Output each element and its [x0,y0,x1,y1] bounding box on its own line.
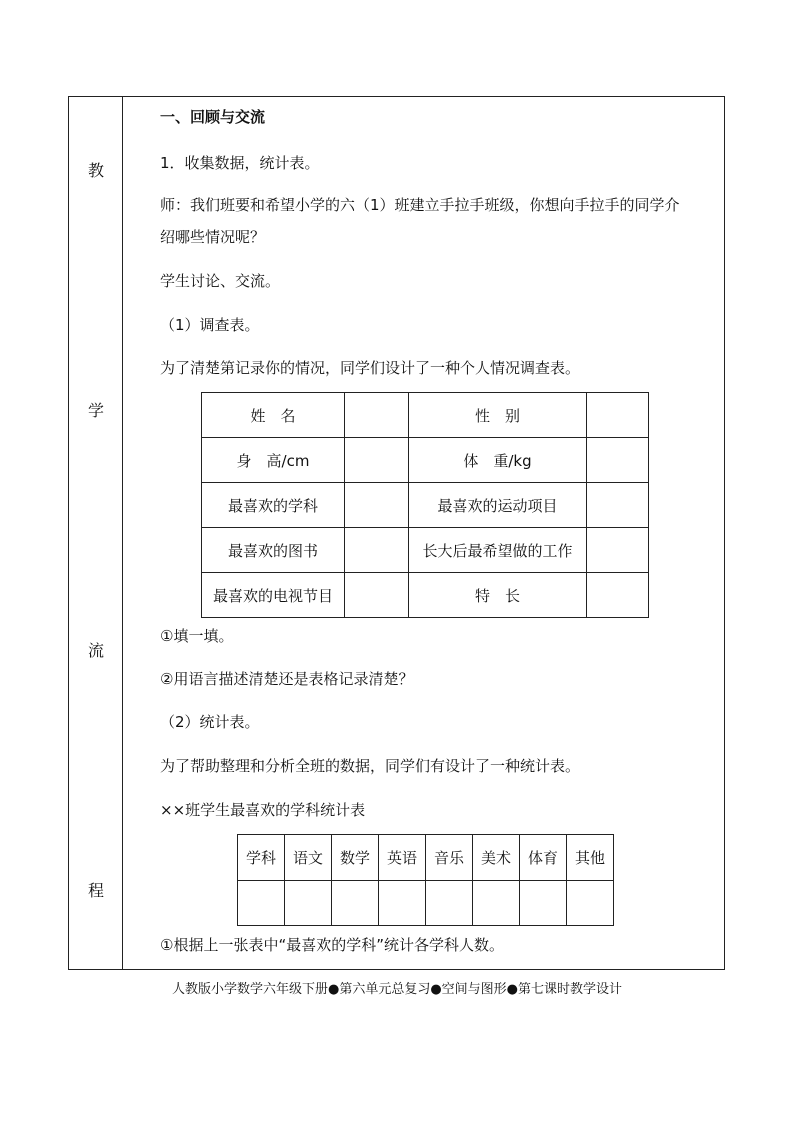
question-1: ①填一填。 [160,627,234,645]
table-cell [567,881,614,926]
table-cell [345,528,409,573]
teacher-line-2: 绍哪些情况呢？ [160,228,266,246]
table-cell [587,438,649,483]
table-cell: 最喜欢的学科 [202,483,345,528]
sub-1-description: 为了清楚第记录你的情况，同学们设计了一种个人情况调查表。 [160,359,581,377]
table-row [202,438,649,483]
survey-table [201,392,649,618]
table-row [238,881,614,926]
item-1: 1．收集数据，统计表。 [160,154,320,172]
table-cell [332,881,379,926]
table-row [202,483,649,528]
stats-table [237,834,614,926]
table-cell [587,483,649,528]
table-header-cell: 体育 [520,835,567,881]
table-header-cell: 数学 [332,835,379,881]
question-3: ①根据上一张表中“最喜欢的学科”统计各学科人数。 [160,936,504,954]
table-header-cell: 英语 [379,835,426,881]
side-label-jiao: 教 [87,161,104,180]
table-header-cell: 语文 [285,835,332,881]
table-header-cell: 美术 [473,835,520,881]
sub-heading-1: （1）调查表。 [160,316,260,334]
table-cell [473,881,520,926]
table-cell: 最喜欢的电视节目 [202,573,345,618]
side-label-cheng: 程 [87,881,104,900]
page-footer: 人教版小学数学六年级下册●第六单元总复习●空间与图形●第七课时教学设计 [171,982,623,997]
table-cell: 特 长 [409,573,587,618]
table-header-cell: 音乐 [426,835,473,881]
table-cell [520,881,567,926]
table-cell: 身 高/cm [202,438,345,483]
table-cell [379,881,426,926]
table-cell: 最喜欢的运动项目 [409,483,587,528]
stats-table-title: ××班学生最喜欢的学科统计表 [160,801,366,819]
table-cell: 长大后最希望做的工作 [409,528,587,573]
table-cell [345,438,409,483]
table-row [202,393,649,438]
table-header-cell: 其他 [567,835,614,881]
side-label-xue: 学 [87,401,104,420]
table-cell: 姓 名 [202,393,345,438]
table-cell [587,393,649,438]
table-cell [426,881,473,926]
table-cell [345,573,409,618]
table-cell [345,393,409,438]
table-cell [345,483,409,528]
sub-heading-2: （2）统计表。 [160,713,260,731]
table-cell [285,881,332,926]
side-label-liu: 流 [87,641,104,660]
table-row [202,573,649,618]
teacher-line-1: 师：我们班要和希望小学的六（1）班建立手拉手班级，你想向手拉手的同学介 [160,196,680,214]
table-row [202,528,649,573]
table-cell: 性 别 [409,393,587,438]
table-header-cell: 学科 [238,835,285,881]
table-cell [587,573,649,618]
table-cell [238,881,285,926]
table-cell: 体 重/kg [409,438,587,483]
table-cell [587,528,649,573]
table-cell: 最喜欢的图书 [202,528,345,573]
section-title: 一、回顾与交流 [160,108,266,126]
sub-2-description: 为了帮助整理和分析全班的数据，同学们有设计了一种统计表。 [160,757,581,775]
student-discuss: 学生讨论、交流。 [160,272,281,290]
column-divider [122,96,123,970]
table-header-row [238,835,614,881]
question-2: ②用语言描述清楚还是表格记录清楚？ [160,670,414,688]
